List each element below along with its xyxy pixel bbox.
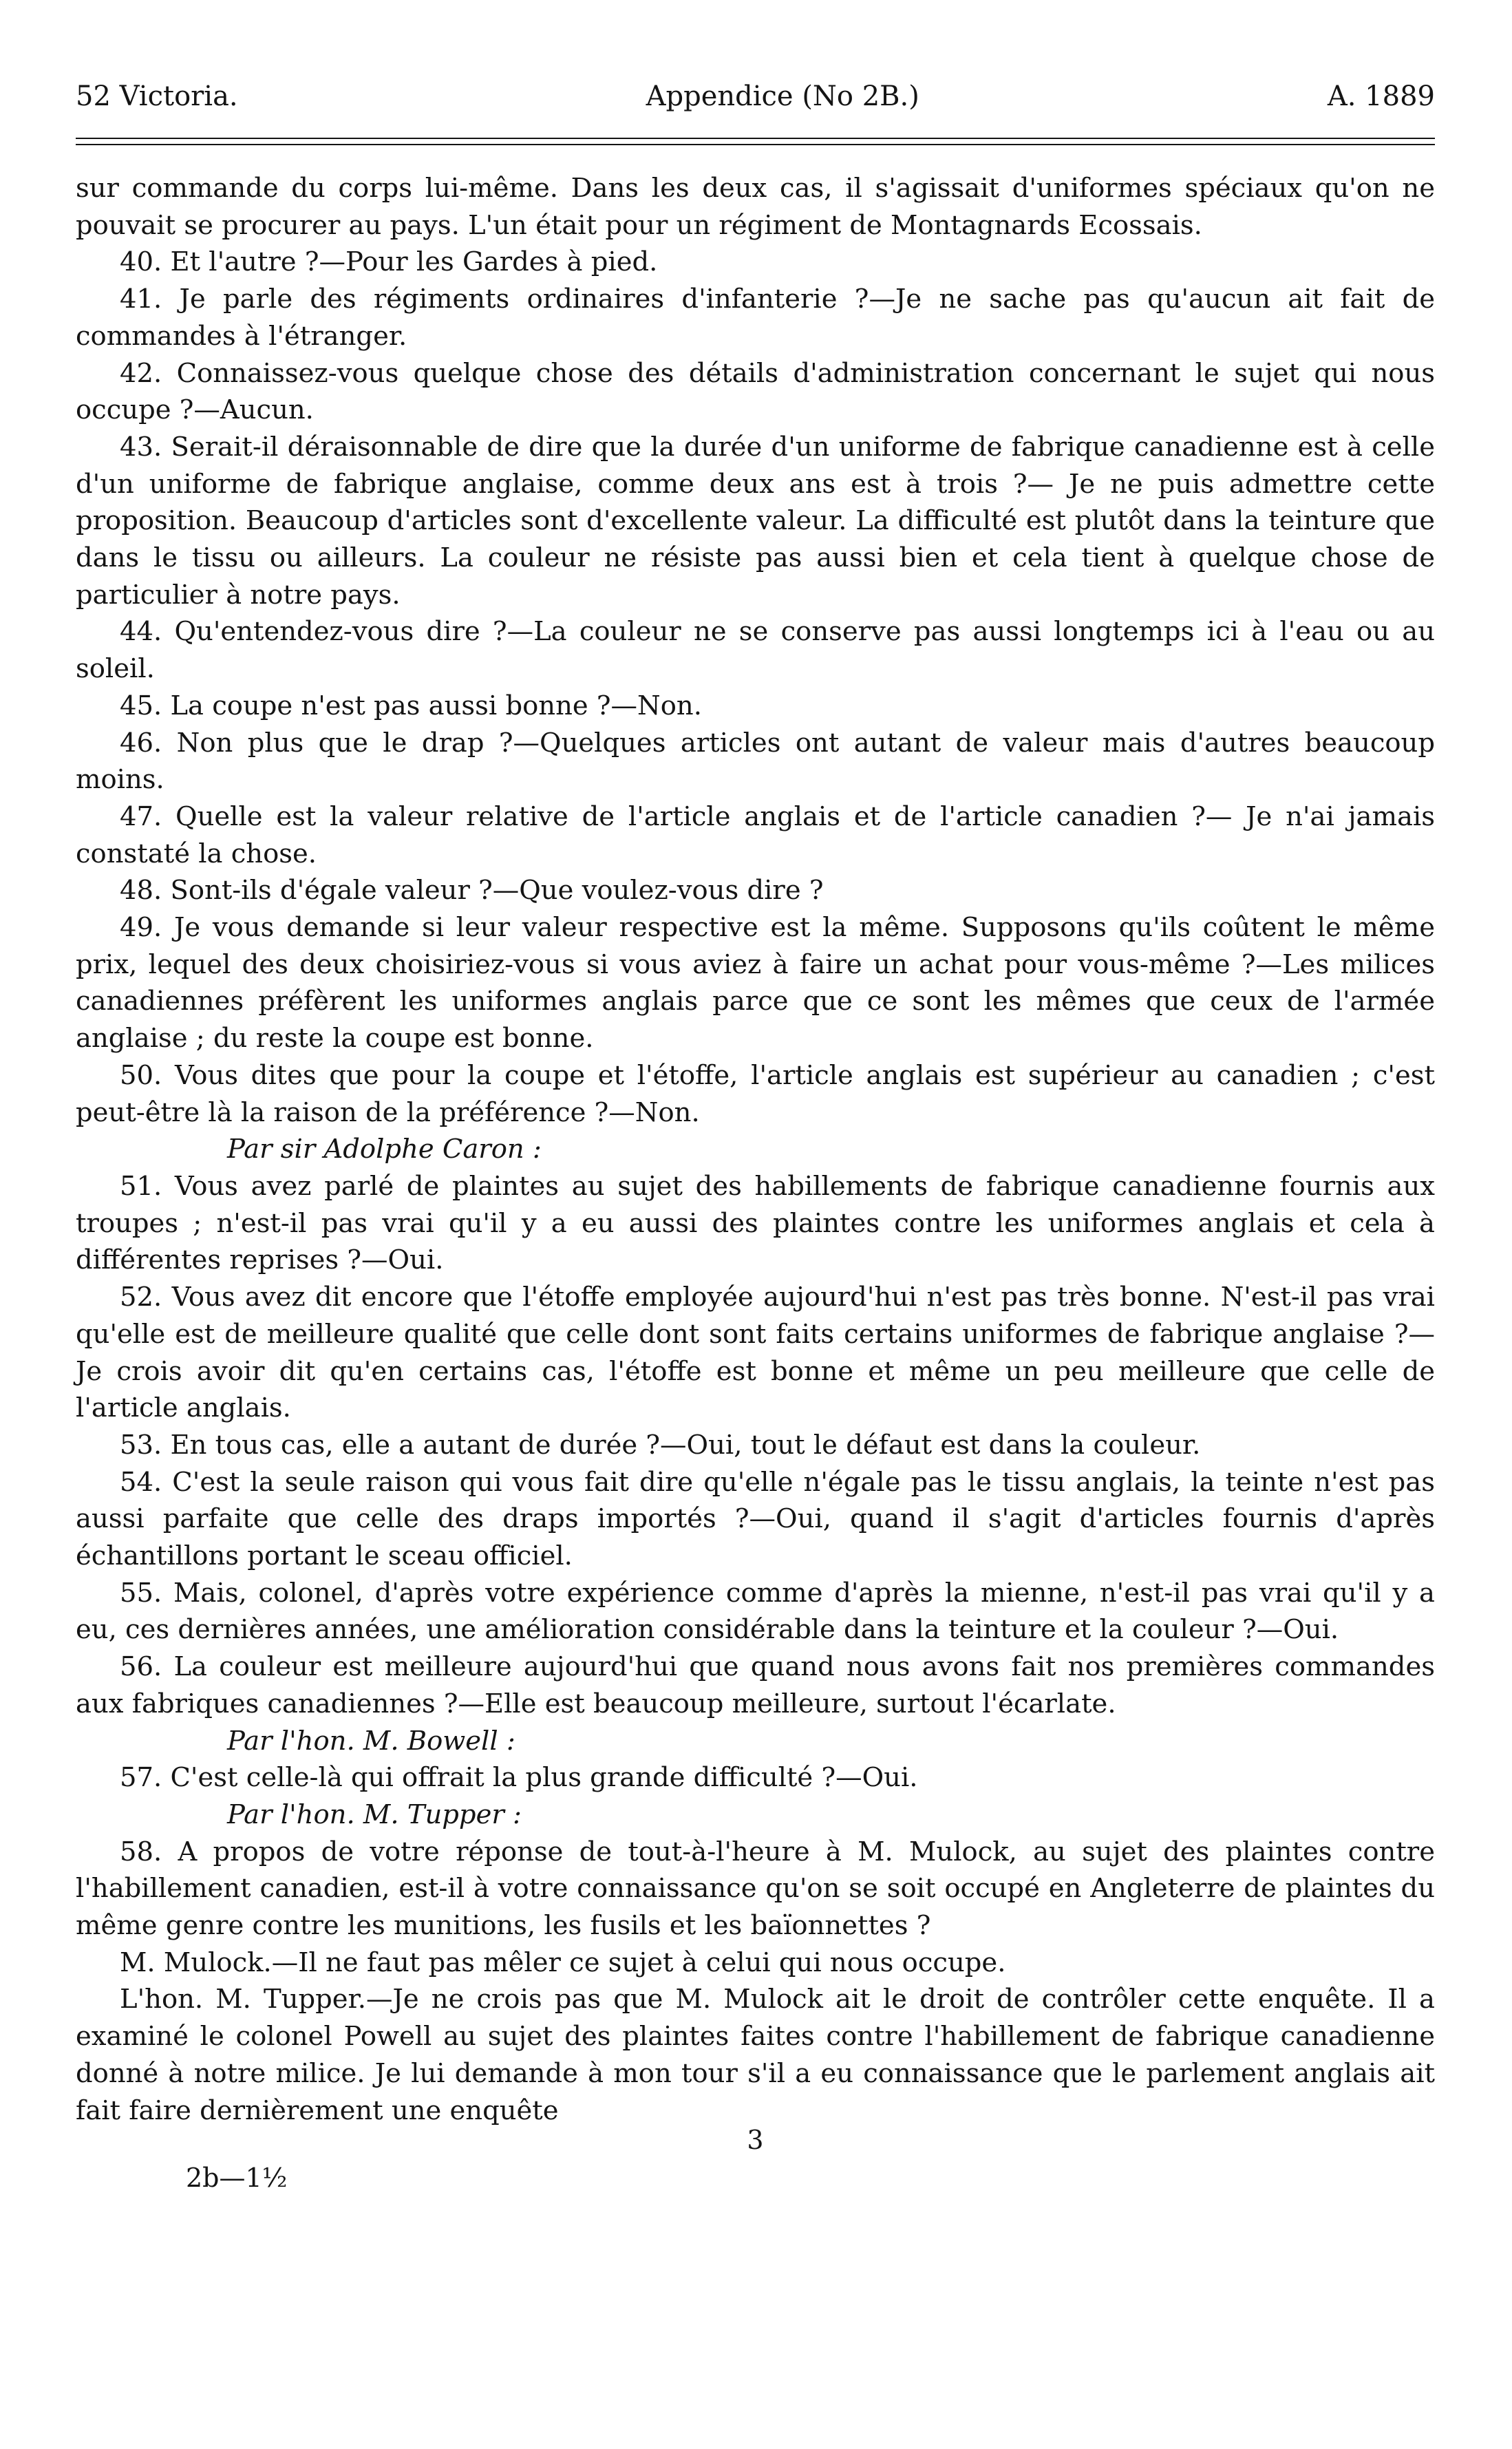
- paragraph: 46. Non plus que le drap ?—Quelques articles ont autant de valeur mais d'autres beaucoup moins.: [76, 727, 1435, 796]
- section-heading: Par l'hon. M. Bowell :: [227, 1725, 515, 1757]
- paragraph: 40. Et l'autre ?—Pour les Gardes à pied.: [120, 246, 658, 278]
- section-heading: Par l'hon. M. Tupper :: [227, 1799, 522, 1830]
- paragraph: 45. La coupe n'est pas aussi bonne ?—Non.: [120, 690, 702, 721]
- header-rule: [76, 138, 1435, 145]
- paragraph: 55. Mais, colonel, d'après votre expérience comme d'après la mienne, n'est-il pas vrai qu'il y a eu, ces dernières années, une amélioration considérable dans la teinture et la couleur ?—Oui.: [76, 1577, 1435, 1646]
- paragraph: 41. Je parle des régiments ordinaires d'infanterie ?—Je ne sache pas qu'aucun ait fait de commandes à l'étranger.: [76, 284, 1435, 352]
- paragraph: 54. C'est la seule raison qui vous fait dire qu'elle n'égale pas le tissu anglais, la teinte n'est pas aussi parfaite que celle des draps importés ?—Oui, quand il s'agit d'articles fournis d'après échantillons portant le sceau officiel.: [76, 1466, 1435, 1572]
- paragraph: 53. En tous cas, elle a autant de durée ?—Oui, tout le défaut est dans la couleur.: [120, 1429, 1201, 1461]
- paragraph: 57. C'est celle-là qui offrait la plus grande difficulté ?—Oui.: [120, 1762, 918, 1794]
- paragraph: 48. Sont-ils d'égale valeur ?—Que voulez-vous dire ?: [120, 875, 824, 907]
- paragraph: 58. A propos de votre réponse de tout-à-l'heure à M. Mulock, au sujet des plaintes contre l'habillement canadien, est-il à votre connaissance qu'on se soit occupé en Angleterre de plaintes du même genre contre les munitions, les fusils et les baïonnettes ?: [76, 1836, 1435, 1942]
- paragraph: 43. Serait-il déraisonnable de dire que la durée d'un uniforme de fabrique canadienne est à celle d'un uniforme de fabrique anglaise, comme deux ans est à trois ?— Je ne puis admettre cette proposition. Beaucoup d'articles sont d'excellente valeur. La difficulté est plutôt dans la teinture que dans le tissu ou ailleurs. La couleur ne résiste pas aussi bien et cela tient à quelque chose de particulier à notre pays.: [76, 431, 1435, 611]
- paragraph: 50. Vous dites que pour la coupe et l'étoffe, l'article anglais est supérieur au canadien ; c'est peut-être là la raison de la préférence ?—Non.: [76, 1059, 1435, 1128]
- document-page: [76, 76, 1435, 2195]
- paragraph: 56. La couleur est meilleure aujourd'hui que quand nous avons fait nos premières commandes aux fabriques canadiennes ?—Elle est beaucoup meilleure, surtout l'écarlate.: [76, 1651, 1435, 1719]
- header-right: A. 1889: [1327, 81, 1435, 112]
- page-number: 3: [747, 2125, 764, 2156]
- header-center: Appendice (No 2B.): [646, 81, 919, 112]
- paragraph: 47. Quelle est la valeur relative de l'article anglais et de l'article canadien ?— Je n'ai jamais constaté la chose.: [76, 801, 1435, 869]
- paragraph: 51. Vous avez parlé de plaintes au sujet des habillements de fabrique canadienne fournis aux troupes ; n'est-il pas vrai qu'il y a eu aussi des plaintes contre les uniformes anglais et cela à différentes reprises ?—Oui.: [76, 1170, 1435, 1276]
- printer-signature: 2b—1½: [186, 2163, 288, 2194]
- paragraph: 42. Connaissez-vous quelque chose des détails d'administration concernant le sujet qui nous occupe ?—Aucun.: [76, 357, 1435, 426]
- document-body: [76, 170, 1435, 2129]
- paragraph: L'hon. M. Tupper.—Je ne crois pas que M. Mulock ait le droit de contrôler cette enquête. Il a examiné le colonel Powell au sujet des plaintes faites contre l'habillement de fabrique canadienne donné à notre milice. Je lui demande à mon tour s'il a eu connaissance que le parlement anglais ait fait faire dernièrement une enquête: [76, 1984, 1435, 2126]
- header-left: 52 Victoria.: [76, 81, 238, 112]
- paragraph: 52. Vous avez dit encore que l'étoffe employée aujourd'hui n'est pas très bonne. N'est-il pas vrai qu'elle est de meilleure qualité que celle dont sont faits certains uniformes de fabrique anglaise ?—Je crois avoir dit qu'en certains cas, l'étoffe est bonne et même un peu meilleure que celle de l'article anglais.: [76, 1282, 1435, 1424]
- paragraph: 49. Je vous demande si leur valeur respective est la même. Supposons qu'ils coûtent le même prix, lequel des deux choisiriez-vous si vous aviez à faire un achat pour vous-même ?—Les milices canadiennes préfèrent les uniformes anglais parce que ce sont les mêmes que ceux de l'armée anglaise ; du reste la coupe est bonne.: [76, 912, 1435, 1054]
- paragraph: sur commande du corps lui-même. Dans les deux cas, il s'agissait d'uniformes spéciaux qu'on ne pouvait se procurer au pays. L'un était pour un régiment de Montagnards Ecossais.: [76, 173, 1435, 241]
- paragraph: 44. Qu'entendez-vous dire ?—La couleur ne se conserve pas aussi longtemps ici à l'eau ou au soleil.: [76, 616, 1435, 685]
- running-header: [76, 76, 1435, 124]
- section-heading: Par sir Adolphe Caron :: [227, 1134, 542, 1165]
- paragraph: M. Mulock.—Il ne faut pas mêler ce sujet à celui qui nous occupe.: [120, 1947, 1006, 1978]
